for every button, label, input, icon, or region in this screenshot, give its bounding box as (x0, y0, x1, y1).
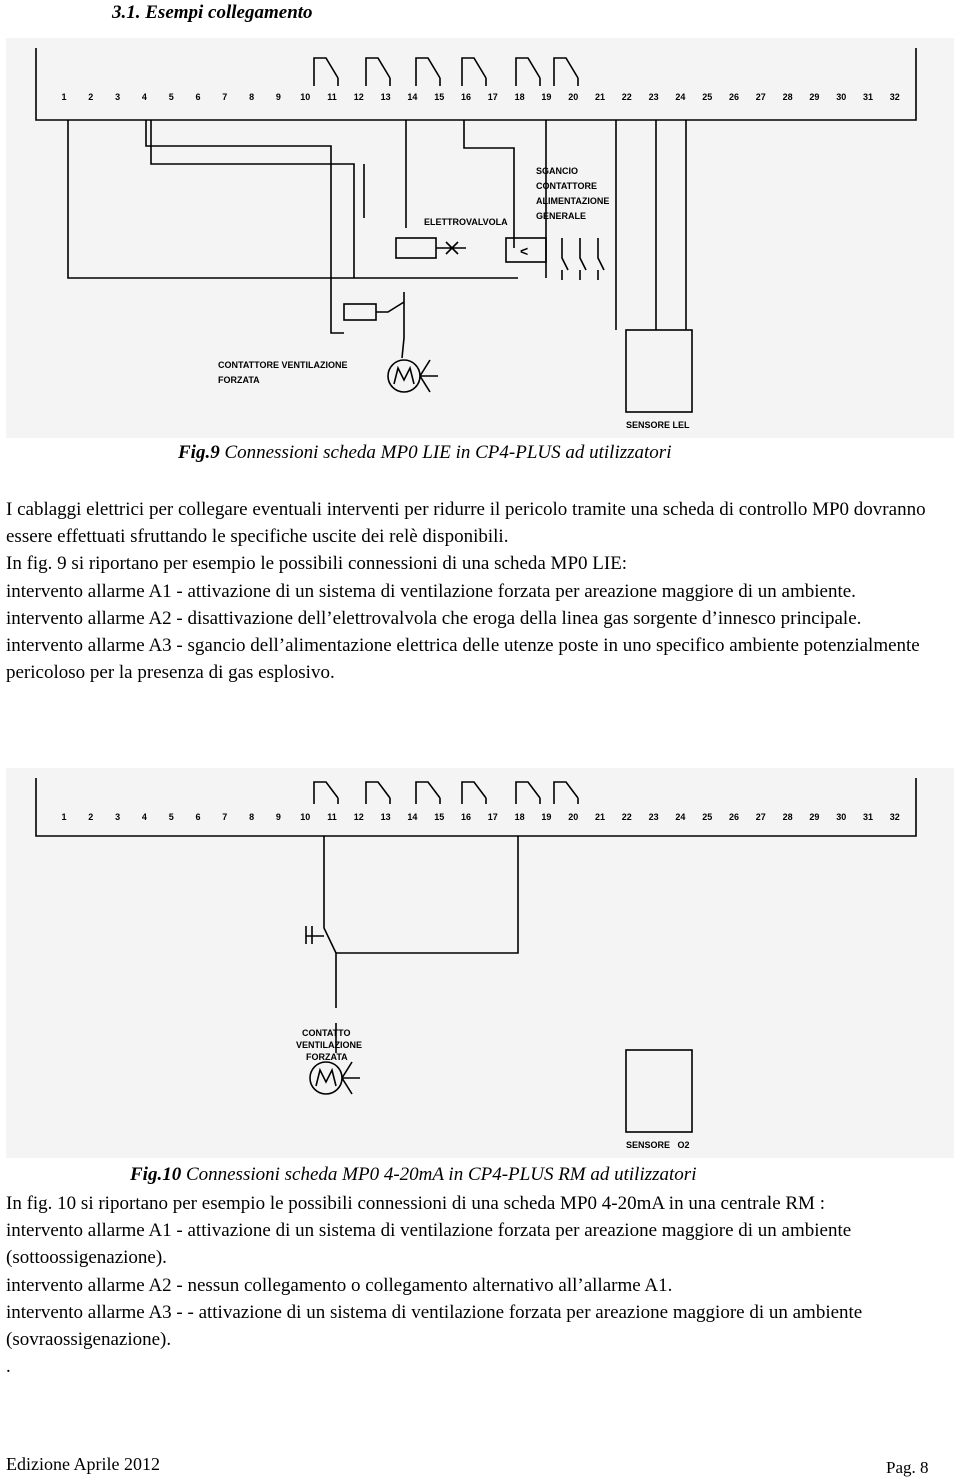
figure-9-diagram (6, 38, 954, 438)
terminal-label: 11 (327, 812, 337, 822)
terminal-label: 9 (275, 812, 281, 822)
terminal-label: 6 (195, 812, 201, 822)
label-contatto-1: CONTATTO (302, 1028, 351, 1038)
terminal-label: 20 (568, 812, 579, 822)
label-sgancio-1: SGANCIO (536, 166, 579, 176)
figure-9-caption-number: Fig.9 (178, 442, 220, 463)
paragraph-1-line-4: intervento allarme A2 - disattivazione dell’elettrovalvola che eroga della linea gas sorgente d’innesco principale. (6, 607, 862, 629)
terminal-label: 19 (541, 812, 552, 822)
terminal-label: 28 (782, 92, 793, 102)
terminal-label: 26 (728, 92, 740, 102)
terminal-label: 3 (115, 812, 121, 822)
terminal-label: 31 (862, 812, 874, 822)
paragraph-2-line-3: intervento allarme A2 - nessun collegamento o collegamento alternativo all’allarme A1. (6, 1274, 673, 1296)
terminal-label: 7 (222, 812, 228, 822)
terminal-label: 16 (460, 92, 472, 102)
terminal-labels (61, 92, 899, 102)
terminal-label: 25 (702, 812, 713, 822)
paragraph-2 (6, 1190, 954, 1380)
label-sgancio-3: ALIMENTAZIONE (536, 196, 610, 206)
terminal-label: 5 (168, 812, 174, 822)
terminal-label: 30 (836, 812, 847, 822)
label-sgancio-4: GENERALE (536, 211, 587, 221)
figure-10-diagram (6, 768, 954, 1158)
terminal-label: 14 (407, 812, 418, 822)
terminal-labels (61, 812, 899, 822)
terminal-label: 18 (514, 92, 525, 102)
terminal-label: 2 (88, 92, 94, 102)
terminal-label: 15 (434, 92, 445, 102)
terminal-label: 1 (61, 92, 67, 102)
terminal-label: 9 (275, 92, 281, 102)
terminal-label: 7 (222, 92, 228, 102)
paragraph-1-line-5: intervento allarme A3 - sgancio dell’alimentazione elettrica delle utenze poste in uno specifico ambiente potenzialmente pericoloso per la presenza di gas esplosivo. (6, 635, 920, 684)
paragraph-2-line-2: intervento allarme A1 - attivazione di un sistema di ventilazione forzata per areazione maggiore di un ambiente (sottoossigenazione). (6, 1220, 852, 1269)
terminal-label: 10 (300, 812, 311, 822)
paragraph-2-line-1: In fig. 10 si riportano per esempio le possibili connessioni di una scheda MP0 4-20mA in una centrale RM : (6, 1193, 825, 1214)
terminal-label: 29 (809, 92, 820, 102)
paragraph-2-line-4: intervento allarme A3 - - attivazione di un sistema di ventilazione forzata per areazione maggiore di un ambiente (sovraossigenazione). (6, 1301, 863, 1351)
terminal-label: 23 (648, 92, 659, 102)
terminal-label: 29 (809, 812, 820, 822)
footer-edition: Edizione Aprile 2012 (6, 1454, 160, 1474)
label-contatto-3: FORZATA (306, 1052, 348, 1062)
label-elettrovalvola: ELETTROVALVOLA (424, 217, 508, 227)
terminal-label: 8 (249, 812, 255, 822)
terminal-label: 22 (621, 812, 632, 822)
terminal-label: 1 (61, 812, 67, 822)
terminal-label: 17 (487, 92, 498, 102)
terminal-label: 21 (594, 812, 606, 822)
terminal-label: 32 (889, 92, 900, 102)
terminal-label: 19 (541, 92, 552, 102)
figure-10-caption-text: Connessioni scheda MP0 4-20mA in CP4-PLUS RM ad utilizzatori (181, 1164, 697, 1185)
terminal-label: 14 (407, 92, 418, 102)
terminal-label: 13 (380, 812, 391, 822)
paragraph-1-line-3: intervento allarme A1 - attivazione di un sistema di ventilazione forzata per areazione maggiore di un ambiente. (6, 580, 856, 602)
label-contattore-2: FORZATA (218, 375, 260, 385)
terminal-label: 6 (195, 92, 201, 102)
terminal-label: 28 (782, 812, 793, 822)
terminal-label: 27 (755, 812, 766, 822)
figure-10-caption (130, 1164, 696, 1186)
terminal-label: 20 (568, 92, 579, 102)
terminal-label: 25 (702, 92, 713, 102)
terminal-label: 22 (621, 92, 632, 102)
terminal-label: 2 (88, 812, 94, 822)
terminal-label: 15 (434, 812, 445, 822)
section-title: 3.1. Esempi collegamento (112, 2, 313, 23)
terminal-label: 3 (115, 92, 121, 102)
terminal-label: 30 (836, 92, 847, 102)
terminal-label: 10 (300, 92, 311, 102)
paragraph-1-line-1: I cablaggi elettrici per collegare eventuali interventi per ridurre il pericolo tramite una scheda di controllo MP0 dovranno essere effettuati sfruttando le specifiche uscite dei relè disponibili. (6, 499, 926, 548)
terminal-label: 27 (755, 92, 766, 102)
figure-9-caption (178, 442, 671, 464)
paragraph-2-line-5: . (6, 1356, 11, 1378)
paragraph-1 (6, 496, 954, 686)
label-sensore-lel: SENSORE LEL (626, 420, 690, 430)
label-sgancio-2: CONTATTORE (536, 181, 597, 191)
terminal-label: 32 (889, 812, 900, 822)
label-contatto-2: VENTILAZIONE (296, 1040, 363, 1050)
terminal-label: 13 (380, 92, 391, 102)
paragraph-1-line-2: In fig. 9 si riportano per esempio le possibili connessioni di una scheda MP0 LIE: (6, 553, 628, 575)
label-sensore-o2: SENSORE O2 (626, 1140, 690, 1150)
svg-text:<: < (520, 243, 529, 259)
terminal-label: 11 (327, 92, 337, 102)
terminal-label: 26 (728, 812, 740, 822)
terminal-label: 16 (460, 812, 472, 822)
terminal-label: 24 (675, 812, 686, 822)
terminal-label: 4 (141, 812, 147, 822)
terminal-label: 12 (353, 812, 364, 822)
figure-9-caption-text: Connessioni scheda MP0 LIE in CP4-PLUS ad utilizzatori (219, 442, 672, 463)
terminal-label: 4 (141, 92, 147, 102)
footer-page-number: Pag. 8 (886, 1458, 929, 1477)
terminal-label: 21 (594, 92, 606, 102)
terminal-label: 24 (675, 92, 686, 102)
terminal-label: 12 (353, 92, 364, 102)
terminal-label: 31 (862, 92, 874, 102)
label-contattore-1: CONTATTORE VENTILAZIONE (218, 360, 348, 370)
terminal-label: 5 (168, 92, 174, 102)
terminal-label: 17 (487, 812, 498, 822)
figure-10-caption-number: Fig.10 (130, 1164, 182, 1185)
terminal-label: 23 (648, 812, 659, 822)
terminal-label: 18 (514, 812, 525, 822)
terminal-label: 8 (249, 92, 255, 102)
